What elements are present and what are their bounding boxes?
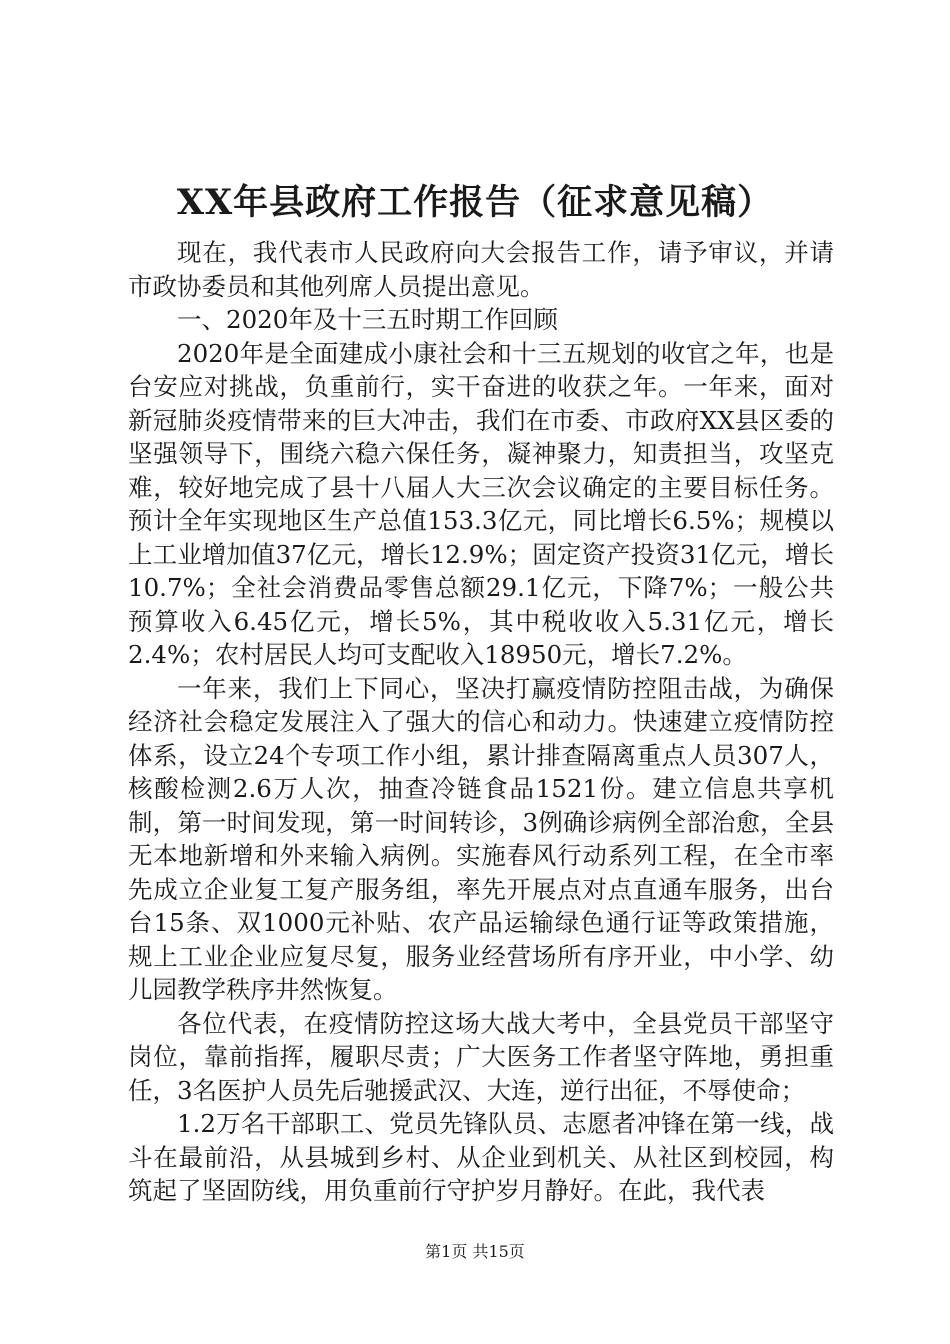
paragraph-2020-overview: 2020年是全面建成小康社会和十三五规划的收官之年，也是台安应对挑战，负重前行，实干奋进的收获之年。一年来，面对新冠肺炎疫情带来的巨大冲击，我们在市委、市政府XX县区委的坚强领导下，围绕六稳六保任务，凝神聚力，知责担当，攻坚克难，较好地完成了县十八届人大三次会议确定的主要目标任务。预计全年实现地区生产总值153.3亿元，同比增长6.5%；规模以上工业增加值37亿元，增长12.9%；固定资产投资31亿元，增长10.7%；全社会消费品零售总额29.1亿元，下降7%；一般公共预算收入6.45亿元，增长5%，其中税收收入5.31亿元，增长2.4%；农村居民人均可支配收入18950元，增长7.2%。 (128, 338, 834, 669)
paragraph-representatives: 各位代表，在疫情防控这场大战大考中，全县党员干部坚守岗位，靠前指挥，履职尽责；广大医务工作者坚守阵地，勇担重任，3名医护人员先后驰援武汉、大连，逆行出征，不辱使命； (128, 1008, 834, 1105)
document-title: XX年县政府工作报告（征求意见稿） (176, 182, 774, 223)
paragraph-epidemic-control: 一年来，我们上下同心，坚决打赢疫情防控阻击战，为确保经济社会稳定发展注入了强大的信心和动力。快速建立疫情防控体系，设立24个专项工作小组，累计排查隔离重点人员307人，核酸检测2.6万人次，抽查冷链食品1521份。建立信息共享机制，第一时间发现，第一时间转诊，3例确诊病例全部治愈，全县无本地新增和外来输入病例。实施春风行动系列工程，在全市率先成立企业复工复产服务组，率先开展点对点直通车服务，出台台15条、双1000元补贴、农产品运输绿色通行证等政策措施，规上工业企业应复尽复，服务业经营场所有序开业，中小学、幼儿园教学秩序井然恢复。 (128, 673, 834, 1004)
section-heading: 一、2020年及十三五时期工作回顾 (177, 305, 558, 334)
paragraph-frontline: 1.2万名干部职工、党员先锋队员、志愿者冲锋在第一线，战斗在最前沿，从县城到乡村、从企业到机关、从社区到校园，构筑起了坚固防线，用负重前行守护岁月静好。在此，我代表 (128, 1109, 834, 1205)
page-number-footer: 第1页 共15页 (425, 1242, 525, 1261)
document-body (128, 236, 834, 1208)
paragraph-intro: 现在，我代表市人民政府向大会报告工作，请予审议，并请市政协委员和其他列席人员提出意见。 (128, 238, 834, 301)
